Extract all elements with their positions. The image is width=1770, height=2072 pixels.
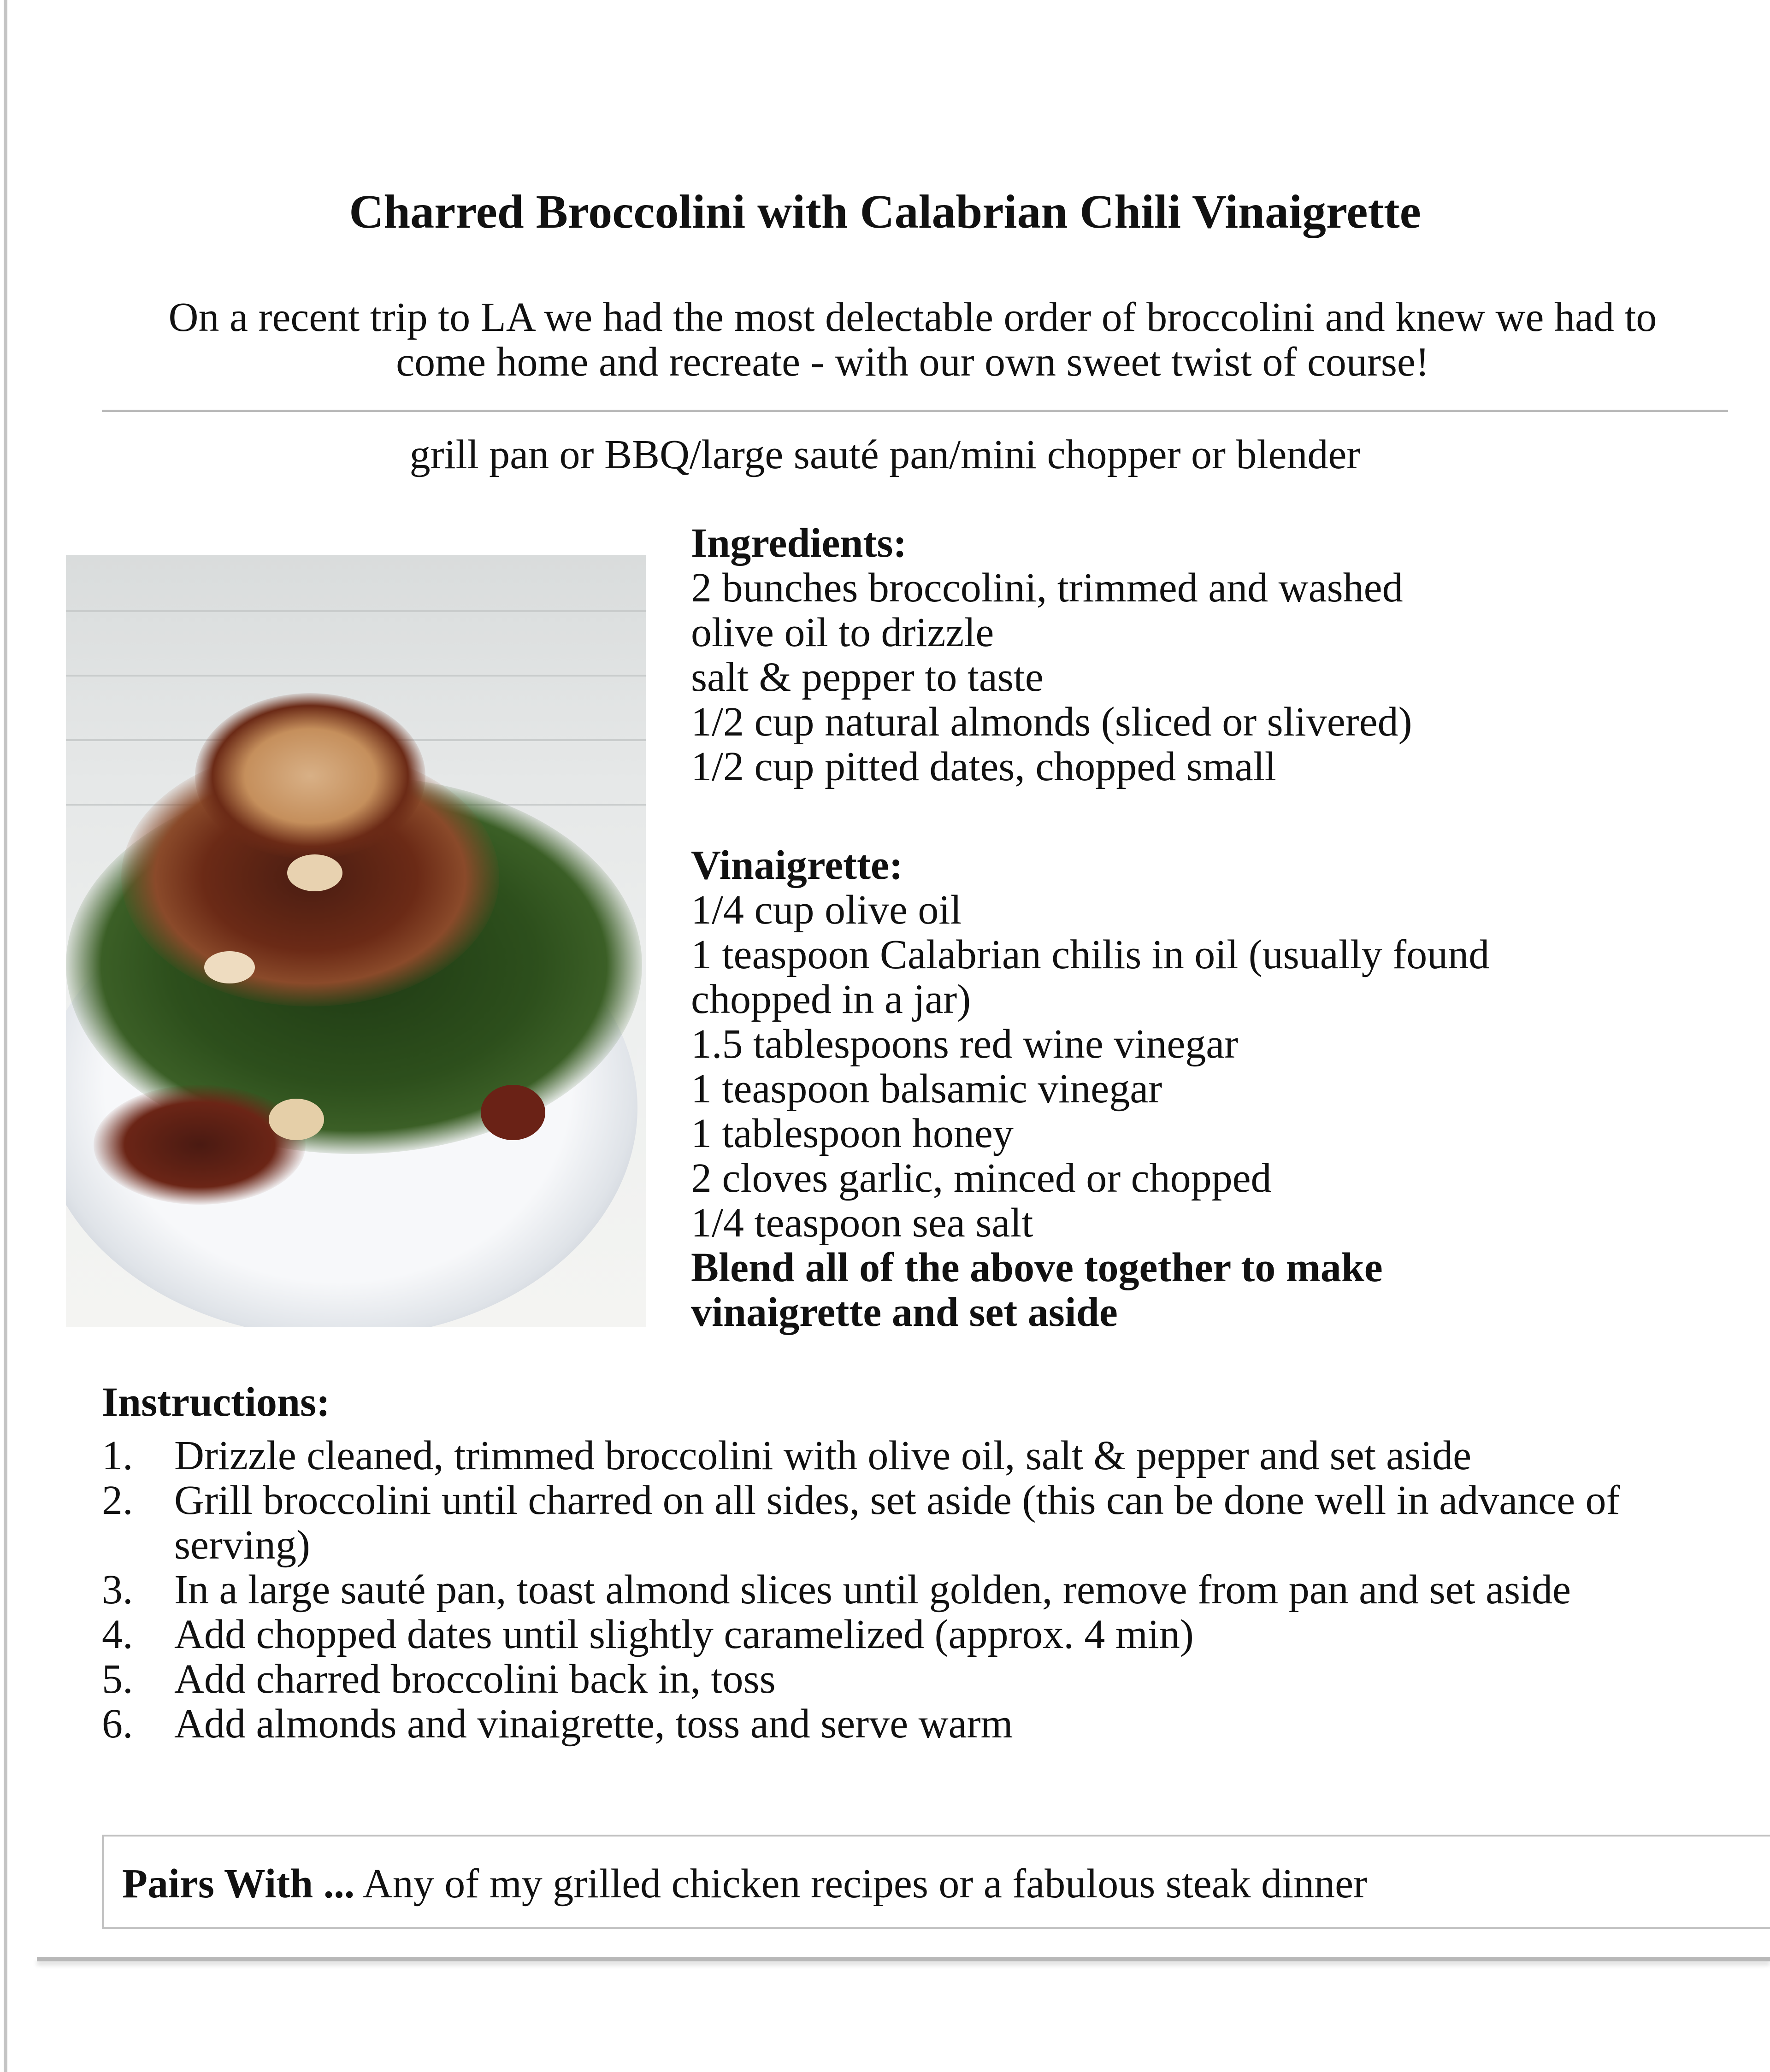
step-text: Drizzle cleaned, trimmed broccolini with olive oil, salt & pepper and set aside — [174, 1433, 1472, 1478]
vinaigrette-heading: Vinaigrette: — [691, 842, 903, 888]
pairs-with-text — [122, 1859, 1367, 1909]
vinaigrette-item: 1/4 cup olive oil — [691, 887, 962, 933]
instruction-step — [102, 1478, 1743, 1567]
page-bottom-edge — [37, 1957, 1770, 1961]
instructions-heading: Instructions: — [102, 1379, 330, 1425]
step-text: Grill broccolini until charred on all sides, set aside (this can be done well in advance of serving) — [174, 1477, 1620, 1568]
vinaigrette-item: 2 cloves garlic, minced or chopped — [691, 1155, 1272, 1201]
step-number: 6. — [102, 1701, 133, 1747]
pairs-with-label: Pairs With ... — [122, 1861, 355, 1907]
intro-line: On a recent trip to LA we had the most delectable order of broccolini and knew we had to — [168, 294, 1657, 340]
instruction-step — [102, 1567, 1743, 1612]
recipe-intro — [83, 295, 1742, 384]
step-number: 4. — [102, 1612, 133, 1657]
vinaigrette-item: 1 teaspoon Calabrian chilis in oil (usually found — [691, 932, 1490, 977]
vinaigrette-item: chopped in a jar) — [691, 977, 971, 1022]
step-number: 3. — [102, 1567, 133, 1613]
vinaigrette-item: 1.5 tablespoons red wine vinegar — [691, 1021, 1239, 1067]
step-number: 2. — [102, 1477, 133, 1523]
step-text: Add chopped dates until slightly caramelized (approx. 4 min) — [174, 1612, 1194, 1657]
vinaigrette-item: 1 teaspoon balsamic vinegar — [691, 1066, 1162, 1112]
instruction-step — [102, 1433, 1743, 1478]
pairs-with-box — [102, 1835, 1770, 1929]
step-text: In a large sauté pan, toast almond slices until golden, remove from pan and set aside — [174, 1567, 1571, 1613]
vinaigrette-section — [691, 843, 1489, 1335]
ingredient-item: olive oil to drizzle — [691, 610, 994, 655]
step-number: 1. — [102, 1433, 133, 1478]
vinaigrette-item: 1 tablespoon honey — [691, 1111, 1014, 1156]
vinaigrette-note: Blend all of the above together to make — [691, 1245, 1383, 1290]
instructions-list — [102, 1433, 1743, 1746]
vinaigrette-item: 1/4 teaspoon sea salt — [691, 1200, 1033, 1246]
equipment-line: grill pan or BBQ/large sauté pan/mini chopper or blender — [409, 432, 1361, 477]
pairs-with-value: Any of my grilled chicken recipes or a fabulous steak dinner — [362, 1861, 1368, 1907]
instruction-step — [102, 1701, 1743, 1746]
instruction-step — [102, 1657, 1743, 1701]
ingredient-item: 1/2 cup pitted dates, chopped small — [691, 744, 1276, 789]
vinaigrette-note: vinaigrette and set aside — [691, 1289, 1118, 1335]
ingredient-item: salt & pepper to taste — [691, 654, 1044, 700]
dish-photo — [66, 555, 646, 1327]
divider — [102, 410, 1728, 412]
step-text: Add almonds and vinaigrette, toss and serve warm — [174, 1701, 1013, 1747]
step-text: Add charred broccolini back in, toss — [174, 1656, 776, 1702]
page-left-border — [4, 0, 7, 2072]
ingredient-item: 2 bunches broccolini, trimmed and washed — [691, 565, 1403, 611]
ingredients-heading: Ingredients: — [691, 520, 907, 566]
step-number: 5. — [102, 1656, 133, 1702]
instruction-step — [102, 1612, 1743, 1657]
recipe-title: Charred Broccolini with Calabrian Chili Vinaigrette — [349, 185, 1421, 238]
intro-line: come home and recreate - with our own sweet twist of course! — [396, 339, 1429, 385]
ingredient-item: 1/2 cup natural almonds (sliced or slivered) — [691, 699, 1412, 745]
ingredients-section — [691, 521, 1412, 789]
